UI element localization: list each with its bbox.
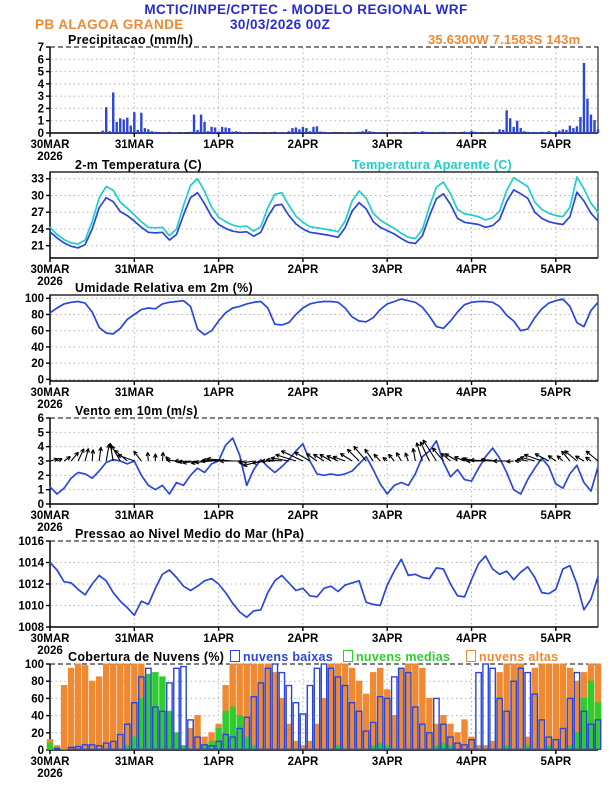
svg-text:3: 3 (37, 456, 44, 468)
svg-text:1APR: 1APR (203, 264, 234, 276)
svg-text:1016: 1016 (18, 536, 44, 548)
svg-text:2026: 2026 (37, 399, 63, 411)
svg-text:24: 24 (31, 223, 44, 236)
svg-text:2026: 2026 (37, 645, 63, 657)
svg-text:2APR: 2APR (287, 139, 319, 151)
svg-text:30MAR: 30MAR (30, 510, 70, 522)
svg-text:40: 40 (31, 710, 44, 723)
panel-title-clouds: Cobertura de Nuvens (%) (68, 650, 225, 664)
svg-text:6: 6 (37, 413, 44, 425)
svg-text:1014: 1014 (18, 557, 44, 570)
svg-text:3: 3 (37, 91, 44, 104)
svg-text:0: 0 (37, 128, 44, 140)
svg-text:5APR: 5APR (540, 510, 572, 522)
svg-text:20: 20 (31, 358, 44, 371)
station-coordinates: 35.6300W 7.1583S 143m (428, 32, 581, 47)
svg-text:4APR: 4APR (456, 756, 487, 768)
svg-text:5: 5 (37, 66, 44, 79)
svg-text:60: 60 (31, 693, 44, 706)
svg-text:4APR: 4APR (456, 139, 487, 151)
svg-text:5APR: 5APR (540, 264, 572, 276)
svg-text:20: 20 (31, 727, 44, 740)
svg-text:31MAR: 31MAR (114, 387, 154, 399)
svg-text:1APR: 1APR (203, 633, 234, 645)
svg-text:1008: 1008 (18, 622, 44, 634)
svg-text:30MAR: 30MAR (30, 387, 70, 399)
svg-text:80: 80 (31, 309, 44, 322)
svg-text:0: 0 (37, 499, 44, 511)
model-title: MCTIC/INPE/CPTEC - MODELO REGIONAL WRF (144, 2, 468, 17)
svg-text:100: 100 (24, 293, 44, 306)
svg-text:27: 27 (31, 207, 44, 220)
svg-text:40: 40 (31, 341, 44, 354)
svg-text:31MAR: 31MAR (114, 633, 154, 645)
svg-text:0: 0 (37, 374, 44, 387)
svg-text:2APR: 2APR (287, 387, 319, 399)
svg-text:1APR: 1APR (203, 510, 234, 522)
svg-text:4APR: 4APR (456, 633, 487, 645)
svg-text:1010: 1010 (18, 600, 44, 613)
svg-text:2: 2 (37, 470, 44, 483)
svg-text:1APR: 1APR (203, 756, 234, 768)
svg-text:2026: 2026 (37, 151, 63, 163)
svg-text:2026: 2026 (37, 768, 63, 780)
svg-text:3APR: 3APR (371, 387, 403, 399)
svg-text:21: 21 (31, 240, 44, 253)
svg-text:1APR: 1APR (203, 139, 234, 151)
svg-text:30MAR: 30MAR (30, 139, 70, 151)
svg-text:30: 30 (31, 190, 44, 203)
svg-text:4: 4 (37, 441, 44, 454)
station-name: PB ALAGOA GRANDE (35, 17, 184, 32)
legend-apparent-temperature: Temperatura Aparente (C) (352, 158, 513, 172)
svg-text:80: 80 (31, 676, 44, 689)
svg-text:3APR: 3APR (371, 756, 403, 768)
svg-text:3APR: 3APR (371, 139, 403, 151)
svg-text:60: 60 (31, 325, 44, 338)
svg-text:2: 2 (37, 103, 44, 116)
svg-text:1: 1 (37, 484, 44, 497)
svg-text:4: 4 (37, 78, 44, 91)
svg-text:5APR: 5APR (540, 387, 572, 399)
panel-title-wind: Vento em 10m (m/s) (75, 404, 198, 418)
svg-text:30MAR: 30MAR (30, 633, 70, 645)
svg-text:30MAR: 30MAR (30, 264, 70, 276)
legend-mid-clouds: nuvens medias (343, 650, 450, 664)
svg-text:2APR: 2APR (287, 633, 319, 645)
svg-text:100: 100 (24, 659, 44, 671)
svg-text:4APR: 4APR (456, 264, 487, 276)
svg-text:31MAR: 31MAR (114, 756, 154, 768)
svg-text:3APR: 3APR (371, 264, 403, 276)
svg-text:6: 6 (37, 54, 44, 67)
panel-title-precipitation: Precipitacao (mm/h) (68, 33, 194, 47)
panel-title-temperature: 2-m Temperatura (C) (75, 158, 203, 172)
svg-text:1012: 1012 (18, 579, 44, 591)
svg-text:1: 1 (37, 115, 44, 128)
panel-title-humidity: Umidade Relativa em 2m (%) (75, 281, 253, 295)
svg-text:7: 7 (37, 42, 44, 54)
svg-text:3APR: 3APR (371, 510, 403, 522)
svg-text:2APR: 2APR (287, 264, 319, 276)
svg-text:2026: 2026 (37, 522, 63, 534)
svg-text:0: 0 (37, 745, 44, 757)
svg-text:1APR: 1APR (203, 387, 234, 399)
svg-text:31MAR: 31MAR (114, 510, 154, 522)
svg-text:31MAR: 31MAR (114, 264, 154, 276)
svg-text:5APR: 5APR (540, 633, 572, 645)
svg-text:5APR: 5APR (540, 756, 572, 768)
svg-text:5APR: 5APR (540, 139, 572, 151)
svg-text:2APR: 2APR (287, 756, 319, 768)
svg-text:30MAR: 30MAR (30, 756, 70, 768)
svg-text:33: 33 (31, 173, 44, 186)
svg-text:2APR: 2APR (287, 510, 319, 522)
svg-text:3APR: 3APR (371, 633, 403, 645)
legend-high-clouds: nuvens altas (466, 650, 558, 664)
run-datetime: 30/03/2026 00Z (230, 17, 331, 32)
svg-text:4APR: 4APR (456, 510, 487, 522)
svg-text:5: 5 (37, 427, 44, 440)
panel-title-pressure: Pressao ao Nivel Medio do Mar (hPa) (75, 527, 305, 541)
legend-low-clouds: nuvens baixas (230, 650, 333, 664)
svg-text:2026: 2026 (37, 276, 63, 288)
svg-text:31MAR: 31MAR (114, 139, 154, 151)
svg-text:4APR: 4APR (456, 387, 487, 399)
